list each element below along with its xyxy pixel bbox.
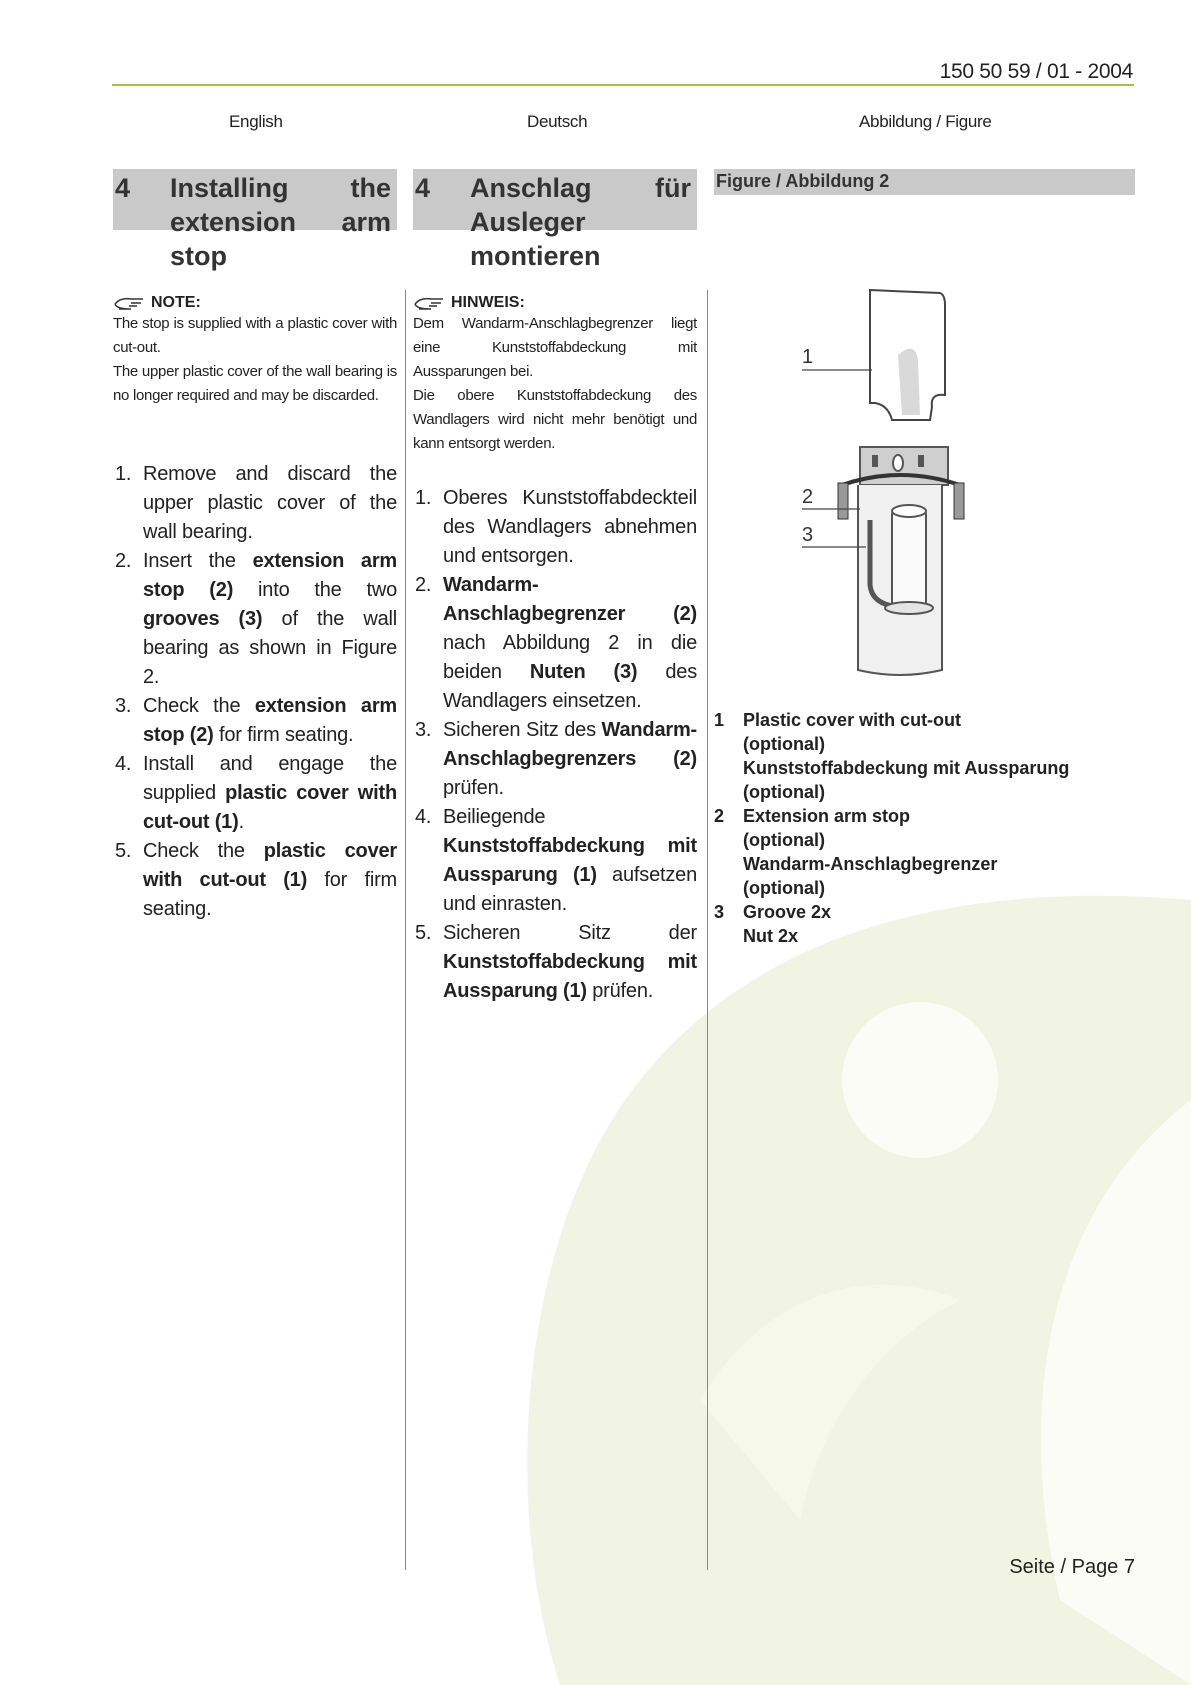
step-item bbox=[415, 803, 697, 919]
step-text: Remove and discard the upper plastic cover of the wall bearing. bbox=[143, 463, 397, 543]
pointing-hand-icon bbox=[413, 295, 445, 311]
step-text: of the wall bearing as shown in Figure 2. bbox=[143, 608, 397, 688]
step-emphasis: plastic cover with cut-out (1) bbox=[143, 782, 397, 833]
step-emphasis: Nuten (3) bbox=[529, 661, 638, 683]
step-text: Install and engage the supplied bbox=[143, 753, 397, 804]
step-number: 3. bbox=[115, 695, 132, 717]
note-line: The upper plastic cover of the wall bearing is no longer required and may be discarded. bbox=[113, 363, 397, 404]
step-text: aufsetzen und einrasten. bbox=[443, 864, 697, 915]
legend-line: Wandarm-Anschlagbegrenzer bbox=[743, 854, 998, 874]
header-rule bbox=[112, 84, 1134, 86]
section-heading-english bbox=[113, 169, 397, 271]
page-number: Seite / Page 7 bbox=[1009, 1556, 1135, 1578]
section-number: 4 bbox=[115, 173, 131, 203]
step-text: Sicheren Sitz des bbox=[443, 719, 602, 741]
legend-item bbox=[714, 708, 1144, 804]
legend-number: 3 bbox=[714, 902, 725, 922]
note-line: Die obere Kunststoffabdeckung des Wandlagers wird nicht mehr benötigt und kann entsorgt werden. bbox=[413, 387, 697, 452]
steps-list-english bbox=[115, 460, 397, 924]
figure-heading: Figure / Abbildung 2 bbox=[714, 169, 1135, 195]
step-text: Sicheren Sitz der bbox=[443, 922, 697, 944]
section-title: Installing the extension arm stop bbox=[170, 173, 391, 271]
step-text: prüfen. bbox=[586, 980, 654, 1002]
step-item bbox=[115, 750, 397, 837]
step-emphasis: extension arm stop (2) bbox=[143, 695, 397, 746]
step-item bbox=[115, 692, 397, 750]
step-emphasis: Wandarm-Anschlagbegrenzer (2) bbox=[443, 574, 697, 625]
note-header: HINWEIS: bbox=[413, 294, 697, 312]
legend-item bbox=[714, 900, 1144, 948]
figure-illustration bbox=[780, 285, 1000, 685]
step-text: into the two bbox=[233, 579, 397, 601]
step-text: prüfen. bbox=[443, 777, 504, 799]
legend-line: (optional) bbox=[743, 734, 825, 754]
legend-line: Groove 2x bbox=[743, 902, 832, 922]
legend-line: (optional) bbox=[743, 878, 825, 898]
step-text: Insert the bbox=[143, 550, 253, 572]
step-item bbox=[115, 837, 397, 924]
step-emphasis: extension arm stop (2) bbox=[143, 550, 397, 601]
note-line: The stop is supplied with a plastic cover with cut-out. bbox=[113, 315, 397, 356]
callout-2: 2 bbox=[802, 486, 814, 508]
step-item bbox=[415, 484, 697, 571]
step-number: 5. bbox=[415, 922, 432, 944]
note-body bbox=[113, 312, 397, 408]
legend-line: Plastic cover with cut-out bbox=[743, 710, 962, 730]
step-number: 4. bbox=[415, 806, 432, 828]
step-number: 1. bbox=[415, 487, 432, 509]
step-item bbox=[415, 716, 697, 803]
section-number: 4 bbox=[415, 173, 431, 203]
note-body bbox=[413, 312, 697, 456]
document-number: 150 50 59 / 01 - 2004 bbox=[939, 60, 1133, 83]
step-emphasis: Wandarm-Anschlagbegrenzers (2) bbox=[443, 719, 697, 770]
legend-number: 2 bbox=[714, 806, 725, 826]
step-item bbox=[415, 571, 697, 716]
legend-line: (optional) bbox=[743, 782, 825, 802]
step-text: . bbox=[238, 811, 244, 833]
step-emphasis: Kunststoffabdeckung mit Aussparung (1) bbox=[443, 835, 697, 886]
legend-line: Kunststoffabdeckung mit Aussparung bbox=[743, 758, 1070, 778]
column-divider bbox=[707, 290, 708, 1570]
column-heading-figure: Abbildung / Figure bbox=[859, 112, 992, 131]
step-text: Check the bbox=[143, 840, 264, 862]
note-english bbox=[113, 294, 397, 408]
legend-line: Nut 2x bbox=[743, 926, 799, 946]
note-deutsch bbox=[413, 294, 697, 456]
step-emphasis: plastic cover with cut-out (1) bbox=[143, 840, 398, 891]
note-line: Dem Wandarm-Anschlagbegrenzer liegt eine Kunststoffabdeckung mit Aussparungen bei. bbox=[413, 315, 697, 380]
step-number: 2. bbox=[415, 574, 432, 596]
note-header: NOTE: bbox=[113, 294, 397, 312]
step-text: Beiliegende bbox=[443, 806, 546, 828]
section-title: Anschlag für Ausleger montieren bbox=[470, 173, 691, 271]
figure-legend bbox=[714, 708, 1144, 948]
step-text: des Wandlagers einsetzen. bbox=[443, 661, 697, 712]
legend-item bbox=[714, 804, 1144, 900]
callout-1: 1 bbox=[802, 346, 814, 368]
step-number: 1. bbox=[115, 463, 132, 485]
column-divider bbox=[405, 290, 406, 1570]
legend-line: Extension arm stop bbox=[743, 806, 911, 826]
step-item bbox=[115, 547, 397, 692]
column-heading-deutsch: Deutsch bbox=[527, 112, 588, 131]
step-number: 3. bbox=[415, 719, 432, 741]
step-text: Check the bbox=[143, 695, 255, 717]
legend-line: (optional) bbox=[743, 830, 825, 850]
legend-number: 1 bbox=[714, 710, 725, 730]
callout-3: 3 bbox=[802, 524, 814, 546]
step-item bbox=[415, 919, 697, 1006]
step-text: nach Abbildung 2 in die beiden bbox=[443, 632, 697, 683]
step-text: Oberes Kunststoffabdeckteil des Wandlagers abnehmen und entsorgen. bbox=[443, 487, 697, 567]
step-item bbox=[115, 460, 397, 547]
step-number: 2. bbox=[115, 550, 132, 572]
section-heading-deutsch bbox=[413, 169, 697, 271]
step-emphasis: Kunststoffabdeckung mit Aussparung (1) bbox=[443, 951, 697, 1002]
step-text: for firm seating. bbox=[143, 869, 397, 920]
column-heading-english: English bbox=[229, 112, 283, 131]
step-number: 4. bbox=[115, 753, 132, 775]
step-text: for firm seating. bbox=[213, 724, 354, 746]
steps-list-deutsch bbox=[415, 484, 697, 1006]
step-number: 5. bbox=[115, 840, 132, 862]
pointing-hand-icon bbox=[113, 295, 145, 311]
step-emphasis: grooves (3) bbox=[143, 608, 263, 630]
